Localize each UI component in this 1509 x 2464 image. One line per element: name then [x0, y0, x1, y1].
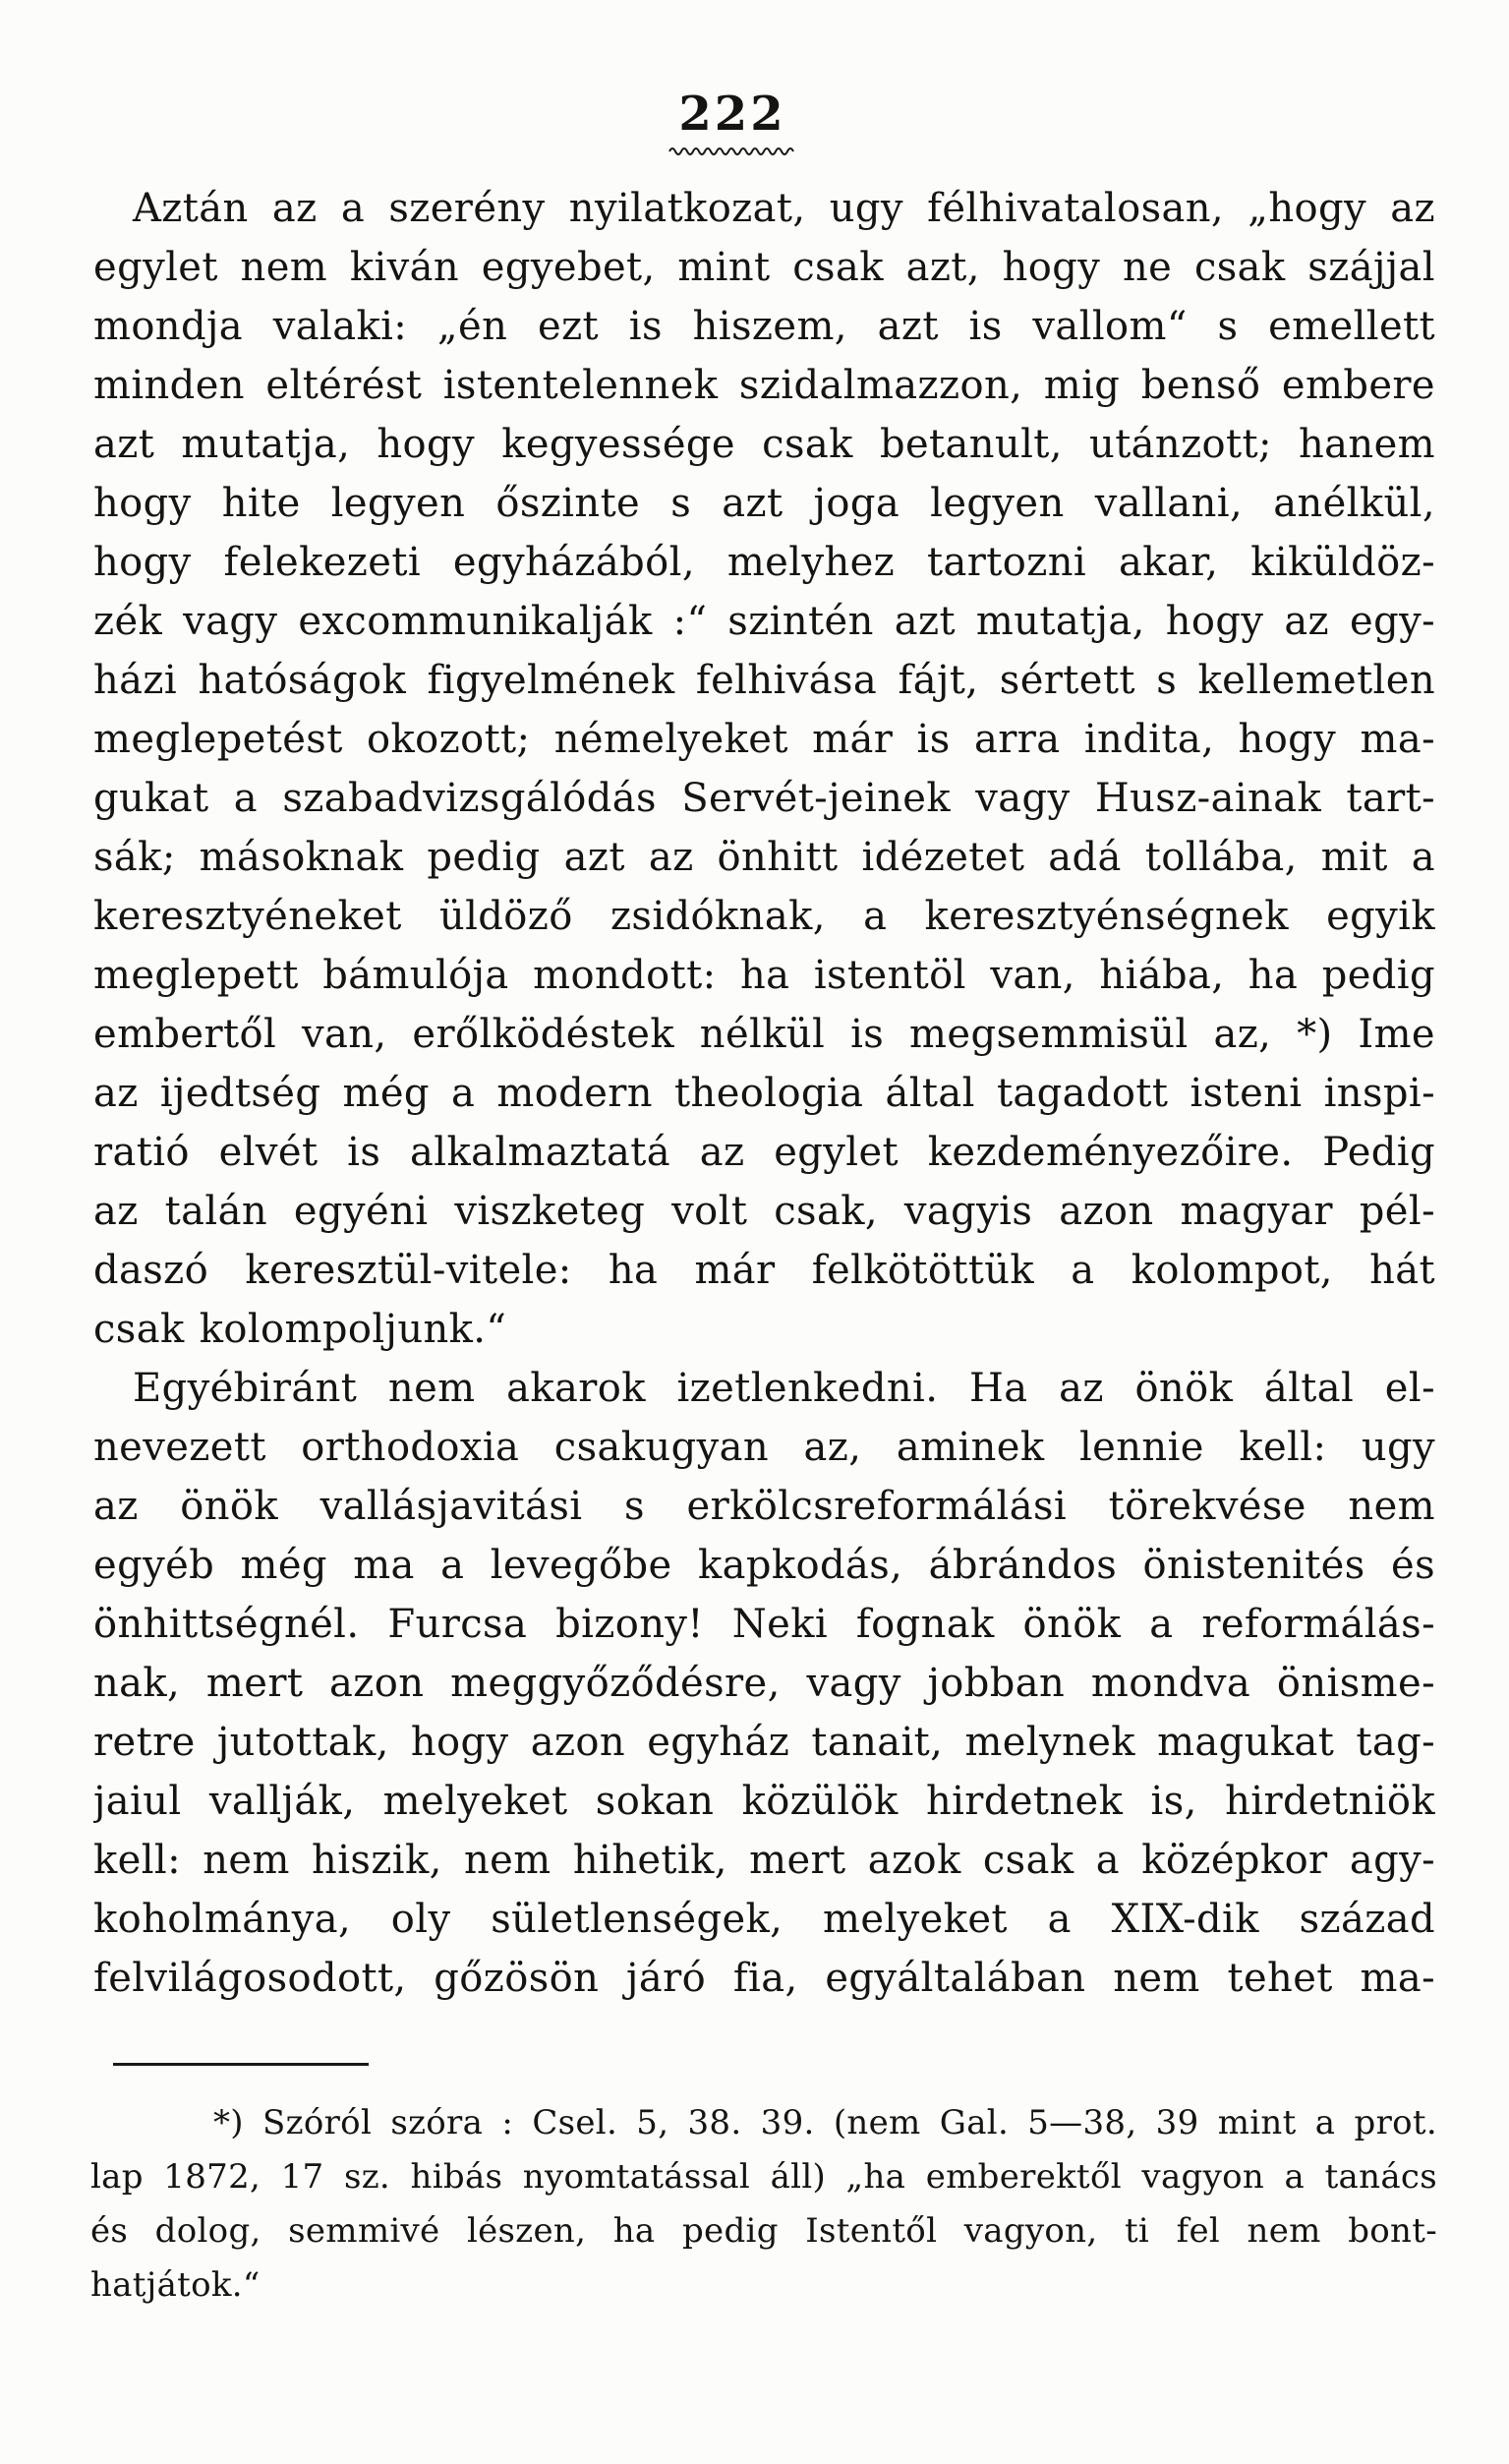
text-line: hogy felekezeti egyházából, melyhez tartozni akar, kiküldöz-: [93, 540, 1435, 585]
text-line: nak, mert azon meggyőződésre, vagy jobban mondva önisme-: [93, 1661, 1435, 1706]
text-line: Aztán az a szerény nyilatkozat, ugy félhivatalosan, „hogy az: [133, 186, 1435, 231]
text-line: kell: nem hiszik, nem hihetik, mert azok csak a középkor agy-: [93, 1838, 1435, 1883]
text-line: meglepetést okozott; némelyeket már is arra indita, hogy ma-: [93, 717, 1435, 762]
text-line: daszó keresztül-vitele: ha már felkötöttük a kolompot, hát: [93, 1248, 1435, 1293]
text-line: jaiul vallják, melyeket sokan közülök hirdetnek is, hirdetniök: [93, 1779, 1435, 1824]
text-line: embertől van, erőlködéstek nélkül is megsemmisül az, *) Ime: [93, 1012, 1435, 1057]
text-line: retre jutottak, hogy azon egyház tanait, melynek magukat tag-: [93, 1720, 1435, 1765]
text-line: házi hatóságok figyelmének felhivása fájt, sértett s kellemetlen: [93, 658, 1435, 703]
paragraph: [93, 1359, 1435, 2008]
footnote-line: és dolog, semmivé lészen, ha pedig Istentől vagyon, ti fel nem bont-: [90, 2211, 1437, 2251]
text-line: egyéb még ma a levegőbe kapkodás, ábrándos önistenités és: [93, 1543, 1435, 1588]
text-line: meglepett bámulója mondott: ha istentöl van, hiába, ha pedig: [93, 953, 1435, 998]
footnote-line: *) Szóról szóra : Csel. 5, 38. 39. (nem Gal. 5—38, 39 mint a prot.: [213, 2103, 1437, 2142]
text-line: Egyébiránt nem akarok izetlenkedni. Ha az önök által el-: [133, 1366, 1435, 1411]
text-line: minden eltérést istentelennek szidalmazzon, mig benső embere: [93, 363, 1435, 408]
text-line: önhittségnél. Furcsa bizony! Neki fognak önök a reformálás-: [93, 1602, 1435, 1647]
text-line: sák; másoknak pedig azt az önhitt idézetet adá tollába, mit a: [93, 835, 1435, 880]
text-line: ratió elvét is alkalmaztatá az egylet kezdeményezőire. Pedig: [93, 1130, 1435, 1175]
page-number-underline-squiggle: [667, 144, 797, 157]
text-line: felvilágosodott, gőzösön járó fia, egyáltalában nem tehet ma-: [93, 1956, 1435, 2001]
text-line: mondja valaki: „én ezt is hiszem, azt is vallom“ s emellett: [93, 304, 1435, 349]
text-line: az ijedtség még a modern theologia által tagadott isteni inspi-: [93, 1071, 1435, 1116]
footnote-block: [90, 2096, 1437, 2313]
footnote-separator-rule: [113, 2063, 369, 2066]
footnote-line: lap 1872, 17 sz. hibás nyomtatással áll) „ha emberektől vagyon a tanács: [90, 2157, 1437, 2197]
text-line: egylet nem kiván egyebet, mint csak azt, hogy ne csak szájjal: [93, 245, 1435, 290]
text-line: nevezett orthodoxia csakugyan az, aminek lennie kell: ugy: [93, 1425, 1435, 1470]
paragraph: [93, 179, 1435, 1359]
page-number: 222: [678, 87, 786, 142]
text-line: keresztyéneket üldöző zsidóknak, a keresztyénségnek egyik: [93, 894, 1435, 939]
text-line: koholmánya, oly sületlenségek, melyeket a XIX-dik század: [93, 1897, 1435, 1942]
text-line: hogy hite legyen őszinte s azt joga legyen vallani, anélkül,: [93, 481, 1435, 526]
footnote-line: hatjátok.“: [90, 2265, 261, 2305]
text-line: az talán egyéni viszketeg volt csak, vagyis azon magyar pél-: [93, 1189, 1435, 1234]
text-line: zék vagy excommunikalják :“ szintén azt mutatja, hogy az egy-: [93, 599, 1435, 644]
text-line: csak kolompoljunk.“: [93, 1307, 507, 1352]
text-line: gukat a szabadvizsgálódás Servét-jeinek vagy Husz-ainak tart-: [93, 776, 1435, 821]
text-line: az önök vallásjavitási s erkölcsreformálási törekvése nem: [93, 1484, 1435, 1529]
page-header: [93, 87, 1371, 157]
text-line: azt mutatja, hogy kegyessége csak betanult, utánzott; hanem: [93, 422, 1435, 467]
main-text-block: [93, 179, 1435, 2008]
